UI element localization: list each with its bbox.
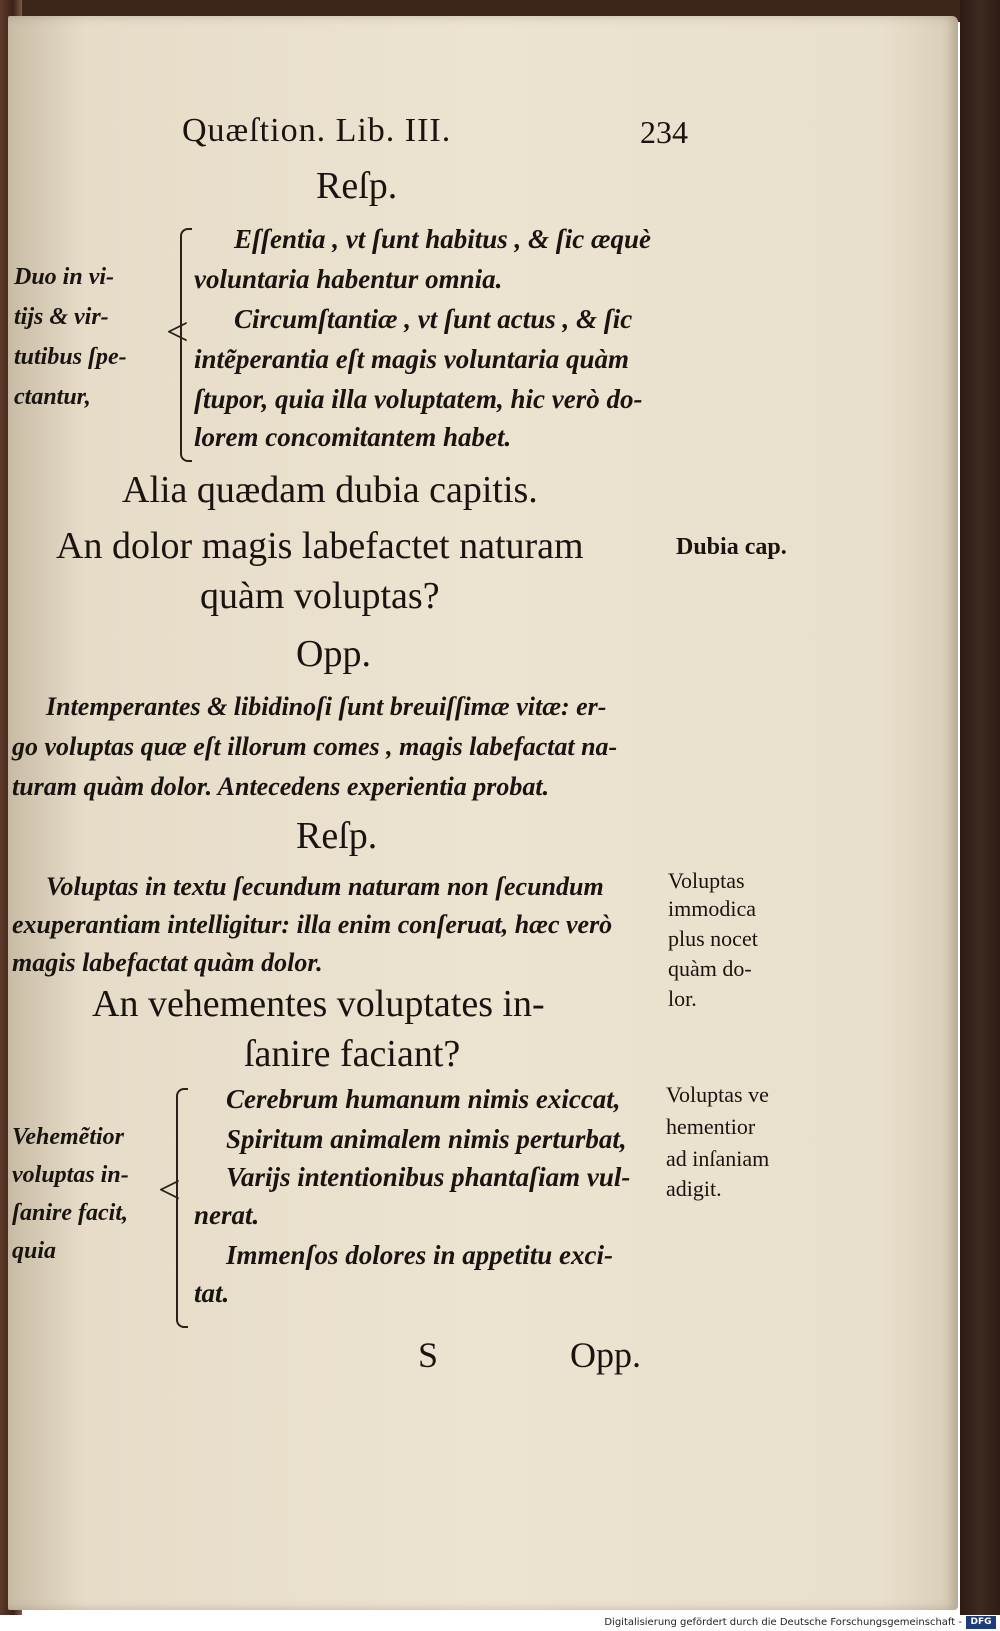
book-page [8, 16, 958, 1610]
resp-line-1: Voluptas in textu ſecundum naturam non ſecundum [46, 872, 604, 901]
book-cover-right [960, 0, 1000, 1615]
resp-side-note-line-3: plus nocet [668, 926, 758, 951]
opp-line-1: Intemperantes & libidinoſi ſunt breuiſſimæ vitæ: er- [46, 692, 607, 721]
dfg-logo: DFG [966, 1616, 996, 1629]
resp-side-note-line-2: immodica [668, 896, 756, 921]
side-note-3-line-4: adigit. [666, 1176, 722, 1201]
brace-2-line-2: Spiritum animalem nimis perturbat, [226, 1124, 627, 1154]
brace-2-line-4: nerat. [194, 1200, 260, 1230]
margin-label-1-line-3: tutibus ſpe- [14, 344, 127, 370]
margin-label-2-line-4: quia [12, 1238, 57, 1264]
brace-2-line-1: Cerebrum humanum nimis exiccat, [226, 1084, 621, 1114]
running-title: Quæſtion. Lib. III. [182, 112, 452, 149]
side-note-3-line-2: hementior [666, 1114, 756, 1139]
question-2-line-1: An vehementes voluptates in- [92, 983, 545, 1025]
resp-heading-1: Reſp. [316, 165, 398, 207]
opp-line-2: go voluptas quæ eſt illorum comes , magis labefactat na- [12, 732, 618, 761]
brace-1-tip: < [166, 309, 189, 354]
brace-1-line-6: lorem concomitantem habet. [194, 422, 512, 452]
catchword: Opp. [570, 1335, 641, 1375]
resp-side-note-line-5: lor. [668, 986, 697, 1011]
brace-1-line-3: Circumſtantiæ , vt ſunt actus , & ſic [234, 304, 633, 334]
brace-1-line-2: voluntaria habentur omnia. [194, 264, 503, 294]
resp-heading-2: Reſp. [296, 815, 378, 857]
side-note-dubia: Dubia cap. [676, 534, 787, 560]
question-1-line-2: quàm voluptas? [200, 575, 440, 617]
brace-2-line-5: Immenſos dolores in appetitu exci- [226, 1240, 613, 1270]
section-heading-dubia: Alia quædam dubia capitis. [122, 469, 538, 511]
brace-1-line-1: Eſſentia , vt ſunt habitus , & ſic æquè [234, 224, 652, 254]
brace-1-line-5: ſtupor, quia illa voluptatem, hic verò do- [194, 384, 643, 414]
margin-label-1-line-2: tijs & vir- [14, 304, 109, 330]
signature-mark: S [418, 1335, 439, 1375]
resp-line-2: exuperantiam intelligitur: illa enim conſeruat, hæc verò [12, 910, 613, 939]
question-2-line-2: ſanire faciant? [244, 1033, 461, 1075]
brace-2-line-6: tat. [194, 1278, 230, 1308]
resp-side-note-line-1: Voluptas [668, 868, 745, 893]
brace-2-tip: < [158, 1167, 181, 1212]
page-number: 234 [640, 114, 688, 150]
opp-heading-1: Opp. [296, 633, 371, 675]
margin-label-2-line-3: ſanire facit, [12, 1200, 128, 1226]
side-note-3-line-3: ad inſaniam [666, 1146, 770, 1171]
side-note-3-line-1: Voluptas ve [666, 1082, 769, 1107]
brace-2-line-3: Varijs intentionibus phantaſiam vul- [226, 1162, 631, 1192]
digitization-credit: Digitalisierung gefördert durch die Deutsche Forschungsgemeinschaft - [604, 1617, 962, 1628]
resp-line-3: magis labefactat quàm dolor. [12, 948, 323, 977]
margin-label-1-line-1: Duo in vi- [14, 264, 115, 290]
opp-line-3: turam quàm dolor. Antecedens experientia probat. [12, 772, 550, 801]
resp-side-note-line-4: quàm do- [668, 956, 752, 981]
brace-1-line-4: intẽperantia eſt magis voluntaria quàm [194, 344, 630, 374]
margin-label-1-line-4: ctantur, [14, 384, 91, 410]
question-1-line-1: An dolor magis labefactet naturam [56, 525, 584, 567]
margin-label-2-line-1: Vehemẽtior [12, 1124, 124, 1150]
margin-label-2-line-2: voluptas in- [12, 1162, 129, 1188]
